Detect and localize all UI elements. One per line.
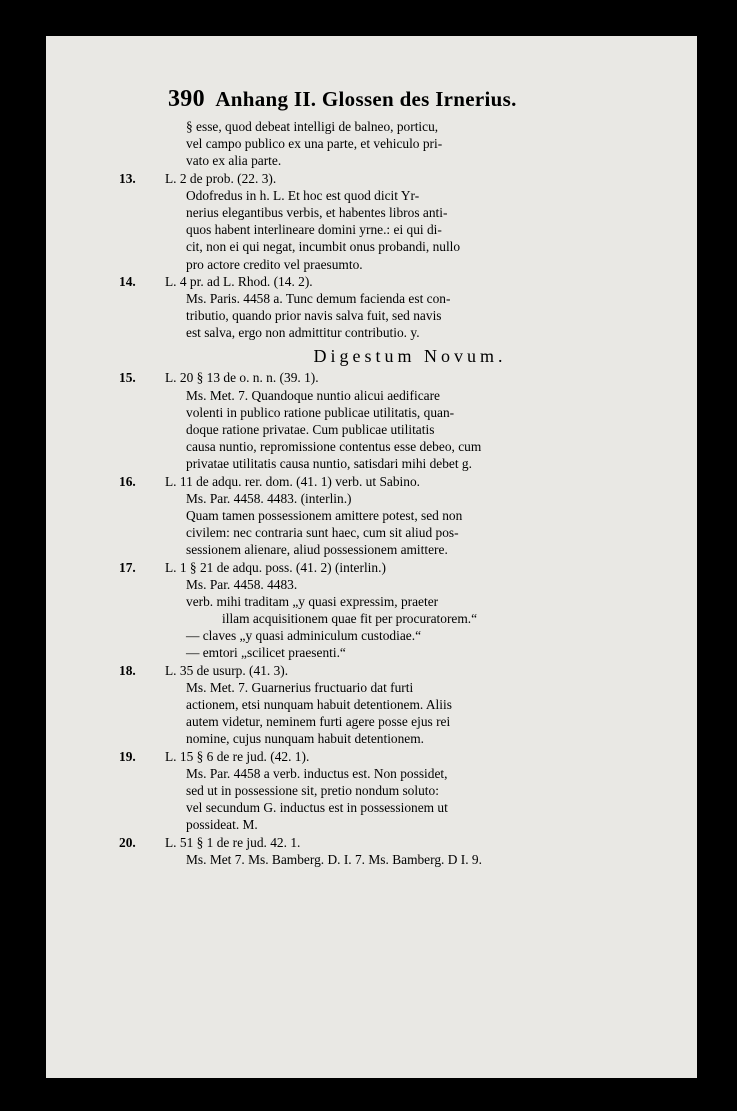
text-line: Ms. Met. 7. Quandoque nuntio alicui aedificare bbox=[186, 387, 440, 403]
text-line: vel secundum G. inductus est in possessionem ut bbox=[186, 800, 448, 816]
text-line: sessionem alienare, aliud possessionem amittere. bbox=[186, 542, 448, 558]
text-line: civilem: nec contraria sunt haec, cum sit aliud pos- bbox=[186, 525, 459, 541]
text-line: possideat. M. bbox=[186, 817, 258, 833]
entry-number: 16. bbox=[119, 473, 136, 489]
text-body bbox=[119, 118, 640, 868]
text-line: Ms. Par. 4458. 4483. (interlin.) bbox=[186, 490, 352, 506]
text-line: Ms. Met 7. Ms. Bamberg. D. I. 7. Ms. Bamberg. D I. 9. bbox=[186, 851, 482, 867]
text-line: sed ut in possessione sit, pretio nondum soluto: bbox=[186, 782, 439, 798]
text-line: — claves „y quasi adminiculum custodiae.“ bbox=[186, 628, 422, 644]
running-head bbox=[168, 86, 517, 113]
text-line: Ms. Par. 4458 a verb. inductus est. Non possidet, bbox=[186, 765, 448, 781]
text-line: Ms. Met. 7. Guarnerius fructuario dat furti bbox=[186, 679, 414, 695]
entry-reference: L. 51 § 1 de re jud. 42. 1. bbox=[165, 834, 301, 850]
entry-14 bbox=[119, 273, 640, 290]
text-line: vato ex alia parte. bbox=[186, 153, 282, 169]
text-line: vel campo publico ex una parte, et vehiculo pri- bbox=[186, 136, 443, 152]
page-title: Anhang II. Glossen des Irnerius. bbox=[215, 87, 517, 111]
entry-20 bbox=[119, 834, 640, 851]
entry-number: 19. bbox=[119, 748, 136, 764]
text-line: Ms. Paris. 4458 a. Tunc demum facienda est con- bbox=[186, 290, 451, 306]
text-line: Odofredus in h. L. Et hoc est quod dicit Yr- bbox=[186, 187, 420, 203]
entry-number: 18. bbox=[119, 662, 136, 678]
entry-reference: L. 1 § 21 de adqu. poss. (41. 2) (interlin.) bbox=[165, 559, 386, 575]
text-line: tributio, quando prior navis salva fuit, sed navis bbox=[186, 308, 442, 324]
text-line: Ms. Par. 4458. 4483. bbox=[186, 576, 298, 592]
entry-number: 14. bbox=[119, 273, 136, 289]
entry-number: 20. bbox=[119, 834, 136, 850]
text-line: nerius elegantibus verbis, et habentes libros anti- bbox=[186, 204, 448, 220]
entry-19 bbox=[119, 748, 640, 765]
entry-reference: L. 2 de prob. (22. 3). bbox=[165, 170, 277, 186]
text-line: causa nuntio, repromissione contentus esse debeo, cum bbox=[186, 439, 482, 455]
entry-reference: L. 11 de adqu. rer. dom. (41. 1) verb. ut Sabino. bbox=[165, 473, 420, 489]
entry-reference: L. 4 pr. ad L. Rhod. (14. 2). bbox=[165, 273, 313, 289]
text-line: doque ratione privatae. Cum publicae utilitatis bbox=[186, 422, 435, 437]
text-line: § esse, quod debeat intelligi de balneo, porticu, bbox=[186, 119, 439, 134]
text-line: nomine, cujus nunquam habuit detentionem. bbox=[186, 731, 425, 747]
entry-16 bbox=[119, 473, 640, 490]
text-line: illam acquisitionem quae fit per procuratorem.“ bbox=[222, 611, 478, 627]
entry-number: 15. bbox=[119, 370, 136, 386]
entry-17 bbox=[119, 559, 640, 576]
entry-number: 17. bbox=[119, 559, 136, 575]
text-line: volenti in publico ratione publicae utilitatis, quan- bbox=[186, 404, 455, 420]
text-line: pro actore credito vel praesumto. bbox=[186, 256, 363, 272]
entry-reference: L. 15 § 6 de re jud. (42. 1). bbox=[165, 748, 310, 764]
entry-reference: L. 35 de usurp. (41. 3). bbox=[165, 662, 289, 678]
text-line: est salva, ergo non admittitur contributio. y. bbox=[186, 325, 420, 341]
entry-15 bbox=[119, 369, 640, 386]
text-line: actionem, etsi nunquam habuit detentionem. Aliis bbox=[186, 697, 452, 712]
page-number: 390 bbox=[168, 86, 205, 112]
text-line: Quam tamen possessionem amittere potest, sed non bbox=[186, 507, 463, 523]
text-line: privatae utilitatis causa nuntio, satisdari mihi debet g. bbox=[186, 456, 472, 472]
section-heading: Digestum Novum. bbox=[313, 346, 507, 367]
text-line: quos habent interlineare domini yrne.: ei qui di- bbox=[186, 222, 442, 238]
entry-reference: L. 20 § 13 de o. n. n. (39. 1). bbox=[165, 370, 319, 386]
text-line: verb. mihi traditam „y quasi expressim, praeter bbox=[186, 593, 439, 609]
text-line: — emtori „scilicet praesenti.“ bbox=[186, 645, 346, 661]
entry-number: 13. bbox=[119, 170, 136, 186]
entry-18 bbox=[119, 662, 640, 679]
entry-13 bbox=[119, 170, 640, 187]
text-line: autem videtur, neminem furti agere posse ejus rei bbox=[186, 714, 451, 730]
text-line: cit, non ei qui negat, incumbit onus probandi, nullo bbox=[186, 239, 461, 255]
